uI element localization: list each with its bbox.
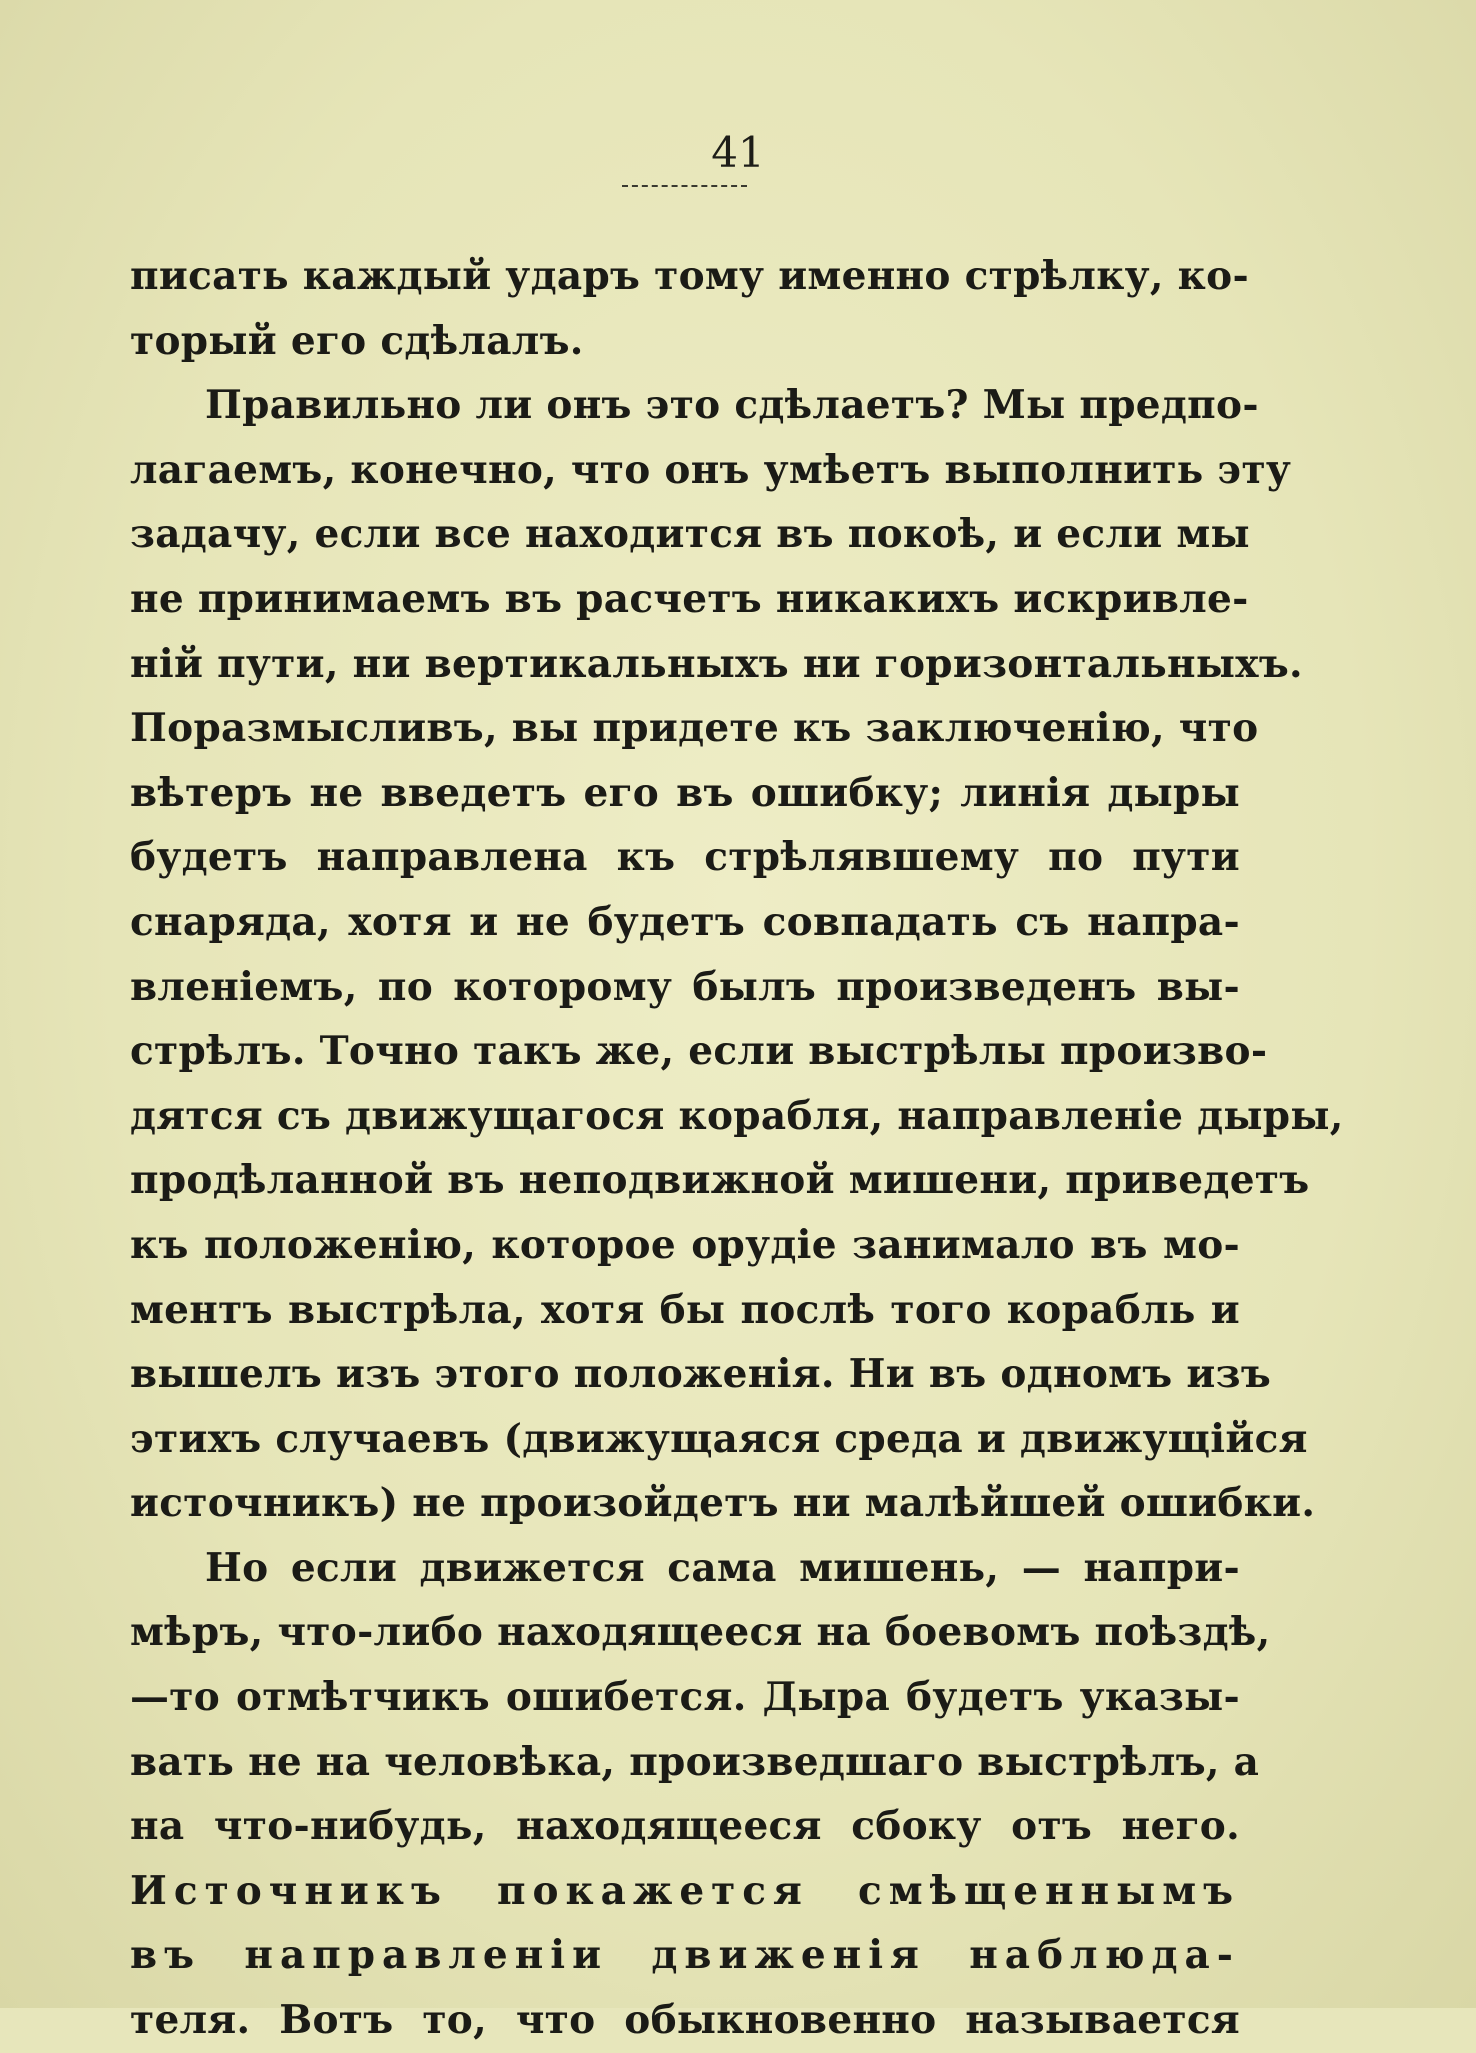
text-line: теля. Вотъ то, что обыкновенно называется (130, 1997, 1240, 2044)
text-line: писать каждый ударъ тому именно стрѣлку, ко- (130, 253, 1249, 299)
text-line: задачу, если все находится въ покоѣ, и если мы (130, 511, 1250, 558)
text-line: Источникъ покажется смѣщеннымъ (130, 1867, 1240, 1914)
text-line: къ положенiю, которое орудiе занимало въ мо- (130, 1221, 1240, 1268)
text-line: источникъ) не произойдетъ ни малѣйшей ошибки. (130, 1480, 1316, 1527)
text-line: стрѣлъ. Точно такъ же, если выстрѣлы произво- (130, 1028, 1268, 1075)
text-line: торый его сдѣлалъ. (130, 317, 584, 364)
text-line: не принимаемъ въ расчетъ никакихъ искривле- (130, 575, 1249, 622)
text-line: Поразмысливъ, вы придете къ заключенiю, что (130, 705, 1259, 752)
text-line: вѣтеръ не введетъ его въ ошибку; линiя дыры (130, 769, 1240, 816)
text-line: вышелъ изъ этого положенiя. Ни въ одномъ изъ (130, 1351, 1272, 1398)
text-line: ментъ выстрѣла, хотя бы послѣ того корабль и (130, 1286, 1240, 1333)
text-line: Правильно ли онъ это сдѣлаетъ? Мы предпо- (205, 382, 1259, 429)
text-line: будетъ направлена къ стрѣлявшему по пути (130, 834, 1240, 881)
text-line: снаряда, хотя и не будетъ совпадать съ напра- (130, 898, 1240, 945)
text-line: мѣръ, что-либо находящееся на боевомъ поѣздѣ, (130, 1609, 1271, 1656)
page-number-rule (622, 185, 747, 187)
text-line: нiй пути, ни вертикальныхъ ни горизонтальныхъ. (130, 640, 1303, 687)
text-line: въ направленiи движенiя наблюда- (130, 1932, 1240, 1979)
text-line: на что-нибудь, находящееся сбоку отъ него. (130, 1803, 1240, 1850)
text-line: вленiемъ, по которому былъ произведенъ вы- (130, 963, 1240, 1010)
page-number: 41 (711, 128, 765, 177)
page-text (130, 244, 1344, 2053)
text-line: дятся съ движущагося корабля, направленiе дыры, (130, 1092, 1344, 1139)
text-line: вать не на человѣка, произведшаго выстрѣлъ, а (130, 1738, 1260, 1785)
text-line: этихъ случаевъ (движущаяся среда и движущiйся (130, 1415, 1308, 1462)
text-line: —то отмѣтчикъ ошибется. Дыра будетъ указы- (130, 1674, 1240, 1721)
text-line: продѣланной въ неподвижной мишени, приведетъ (130, 1157, 1310, 1204)
text-line: лагаемъ, конечно, что онъ умѣетъ выполнить эту (130, 446, 1292, 493)
text-line: Но если движется сама мишень, — напри- (205, 1544, 1240, 1591)
